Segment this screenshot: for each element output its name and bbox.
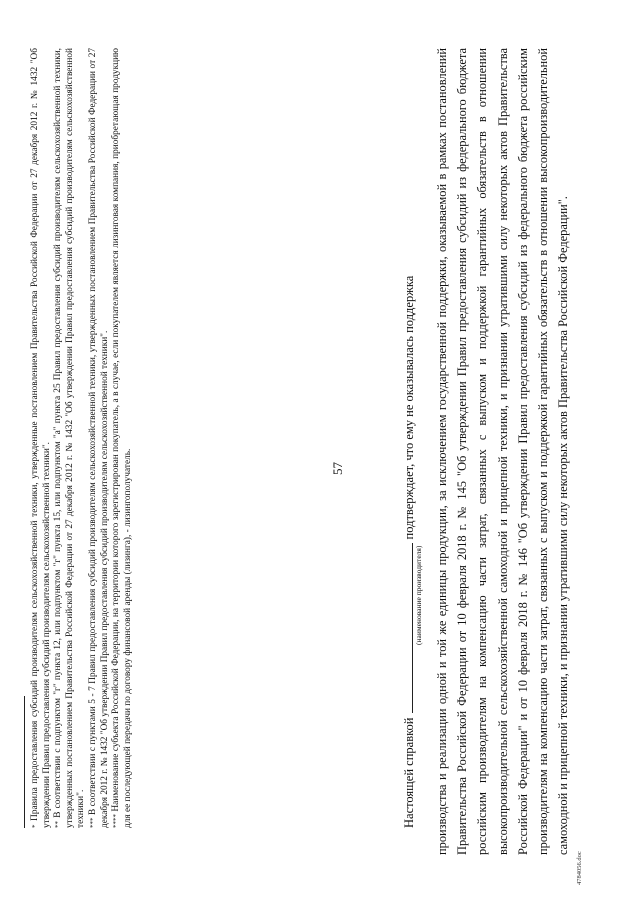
footnotes	[30, 48, 134, 828]
rotated-content	[30, 30, 590, 885]
document-id: 4784056.doc	[576, 851, 583, 885]
producer-name-caption: (наименование производителя)	[414, 545, 423, 645]
footnote-4: **** Наименование субъекта Российской Федерации, на территории которого зарегистрирован покупатель, а в случае, если покупателем является лизинговая компания, приобретающая продукцию для ее последующей передачи по договору финансовой аренды (лизинга), - лизингополучатель.	[111, 48, 133, 828]
certificate-line	[400, 48, 417, 828]
certificate-suffix: подтверждает, что ему не оказывалась поддержка	[402, 275, 416, 540]
producer-name-blank	[400, 544, 413, 714]
footnote-3: *** В соответствии с пунктами 5 - 7 Правил предоставления субсидий производителям сельскохозяйственной техники, утвержденных постановлением Правительства Российской Федерации от 27 декабря 2012 г. № 1432 "Об утверждении Правил предоставления субсидий производителям сельскохозяйственной техники".	[87, 48, 110, 828]
footnote-1: * Правила предоставления субсидий производителям сельскохозяйственной техники, утвержденные постановлением Правительства Российской Федерации от 27 декабря 2012 г. № 1432 "Об утверждении Правил предоставления субсидий производителям сельскохозяйственной техники".	[30, 48, 52, 828]
body-paragraph: производства и реализации одной и той же единицы продукции, за исключением государственной поддержки, оказываемой в рамках постановлений Правительства Российской Федерации от 10 февраля 2018 г. № 145 "Об утверждении Правил предоставления субсидий из федерального бюджета российским производителям на компенсацию части затрат, связанных с выпуском и поддержкой гарантийных обязательств в отношении высокопроизводительной сельскохозяйственной самоходной и прицепной техники, и признании утратившими силу некоторых актов Правительства Российской Федерации" и от 10 февраля 2018 г. № 146 "Об утверждении Правил предоставления субсидий из федерального бюджета российским производителям на компенсацию части затрат, связанных с выпуском и поддержкой гарантийных обязательств в отношении высокопроизводительной самоходной и прицепной техники, и признании утратившими силу некоторых актов Правительства Российской Федерации".	[435, 48, 571, 855]
footnote-2: ** В соответствии с подпунктом "г" пункта 12, или подпунктом "г" пункта 15, или подпунктом "а" пункта 25 Правил предоставления субсидий производителям сельскохозяйственной техники, утвержденных постановлением Правительства Российской Федерации от 27 декабря 2012 г. № 1432 "Об утверждении Правил предоставления субсидий производителям сельскохозяйственной техники".	[53, 47, 87, 828]
page-number: 57	[330, 462, 345, 475]
certificate-prefix: Настоящей справкой	[402, 717, 416, 828]
footnote-rule	[24, 696, 25, 828]
